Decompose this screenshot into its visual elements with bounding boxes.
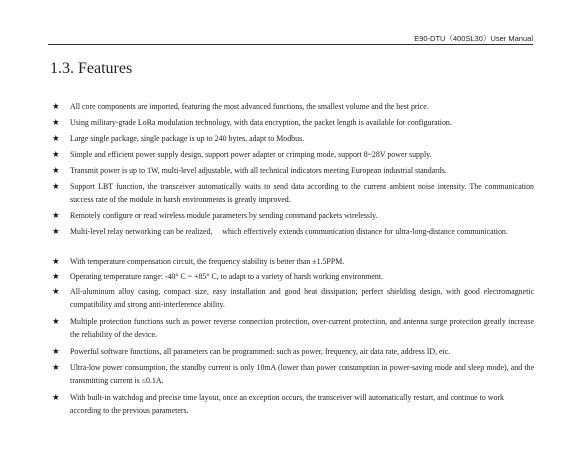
star-icon: ★ [52, 118, 60, 128]
feature-text: Transmit power is up to 1W, multi-level adjustable, with all technical indicators meeting European industrial standards. [70, 166, 447, 175]
feature-text: All-aluminum alloy casing, compact size, easy installation and good heat dissipation; perfect shielding design, with good electromagnetic compatibility and strong anti-interference ability. [70, 287, 534, 309]
star-icon: ★ [52, 134, 60, 144]
document-header: E90-DTU（400SL30）User Manual [414, 34, 533, 43]
feature-text: Remotely configure or read wireless module parameters by sending command packets wirelessly. [70, 211, 378, 220]
star-icon: ★ [52, 150, 60, 160]
star-icon: ★ [52, 257, 60, 267]
feature-text: Multi-level relay networking can be realized, which effectively extends communication distance for ultra-long-distance communication. [70, 227, 508, 236]
feature-text: Support LBT function, the transceiver automatically waits to send data according to the current ambient noise intensity. The communication success rate of the module in harsh environments is greatly improved. [70, 182, 534, 204]
section-title: 1.3. Features [50, 60, 133, 77]
feature-text: Using military-grade LoRa modulation technology, with data encryption, the packet length is available for configuration. [70, 118, 452, 127]
feature-text: Operating temperature range: -40° C ~ +85° C, to adapt to a variety of harsh working environment. [70, 272, 384, 281]
star-icon: ★ [52, 211, 60, 221]
star-icon: ★ [52, 317, 60, 327]
header-rule [48, 44, 533, 45]
feature-text: Simple and efficient power supply design, support power adapter or crimping mode, support 8~28V power supply. [70, 150, 432, 159]
feature-text: Powerful software functions, all parameters can be programmed: such as power, frequency, air data rate, address ID, etc. [70, 347, 451, 356]
star-icon: ★ [52, 272, 60, 282]
star-icon: ★ [52, 166, 60, 176]
star-icon: ★ [52, 287, 60, 297]
feature-text: With temperature compensation circuit, the frequency stability is better than ±1.5PPM. [70, 257, 345, 266]
star-icon: ★ [52, 347, 60, 357]
star-icon: ★ [52, 363, 60, 373]
star-icon: ★ [52, 227, 60, 237]
feature-text: With built-in watchdog and precise time layout, once an exception occurs, the transceiver will automatically restart, and continue to work according to the previous parameters. [70, 393, 504, 415]
feature-text: All core components are imported, featuring the most advanced functions, the smallest volume and the best price. [70, 102, 429, 111]
star-icon: ★ [52, 102, 60, 112]
feature-text: Large single package, single package is up to 240 bytes, adapt to Modbus. [70, 134, 305, 143]
feature-text: Multiple protection functions such as power reverse connection protection, over-current protection, and antenna surge protection greatly increase the reliability of the device. [70, 317, 534, 339]
star-icon: ★ [52, 393, 60, 403]
star-icon: ★ [52, 182, 60, 192]
feature-text: Ultra-low power consumption, the standby current is only 10mA (lower than power consumption in power-saving mode and sleep mode), and the transmitting current is ≤0.1A. [70, 363, 534, 385]
